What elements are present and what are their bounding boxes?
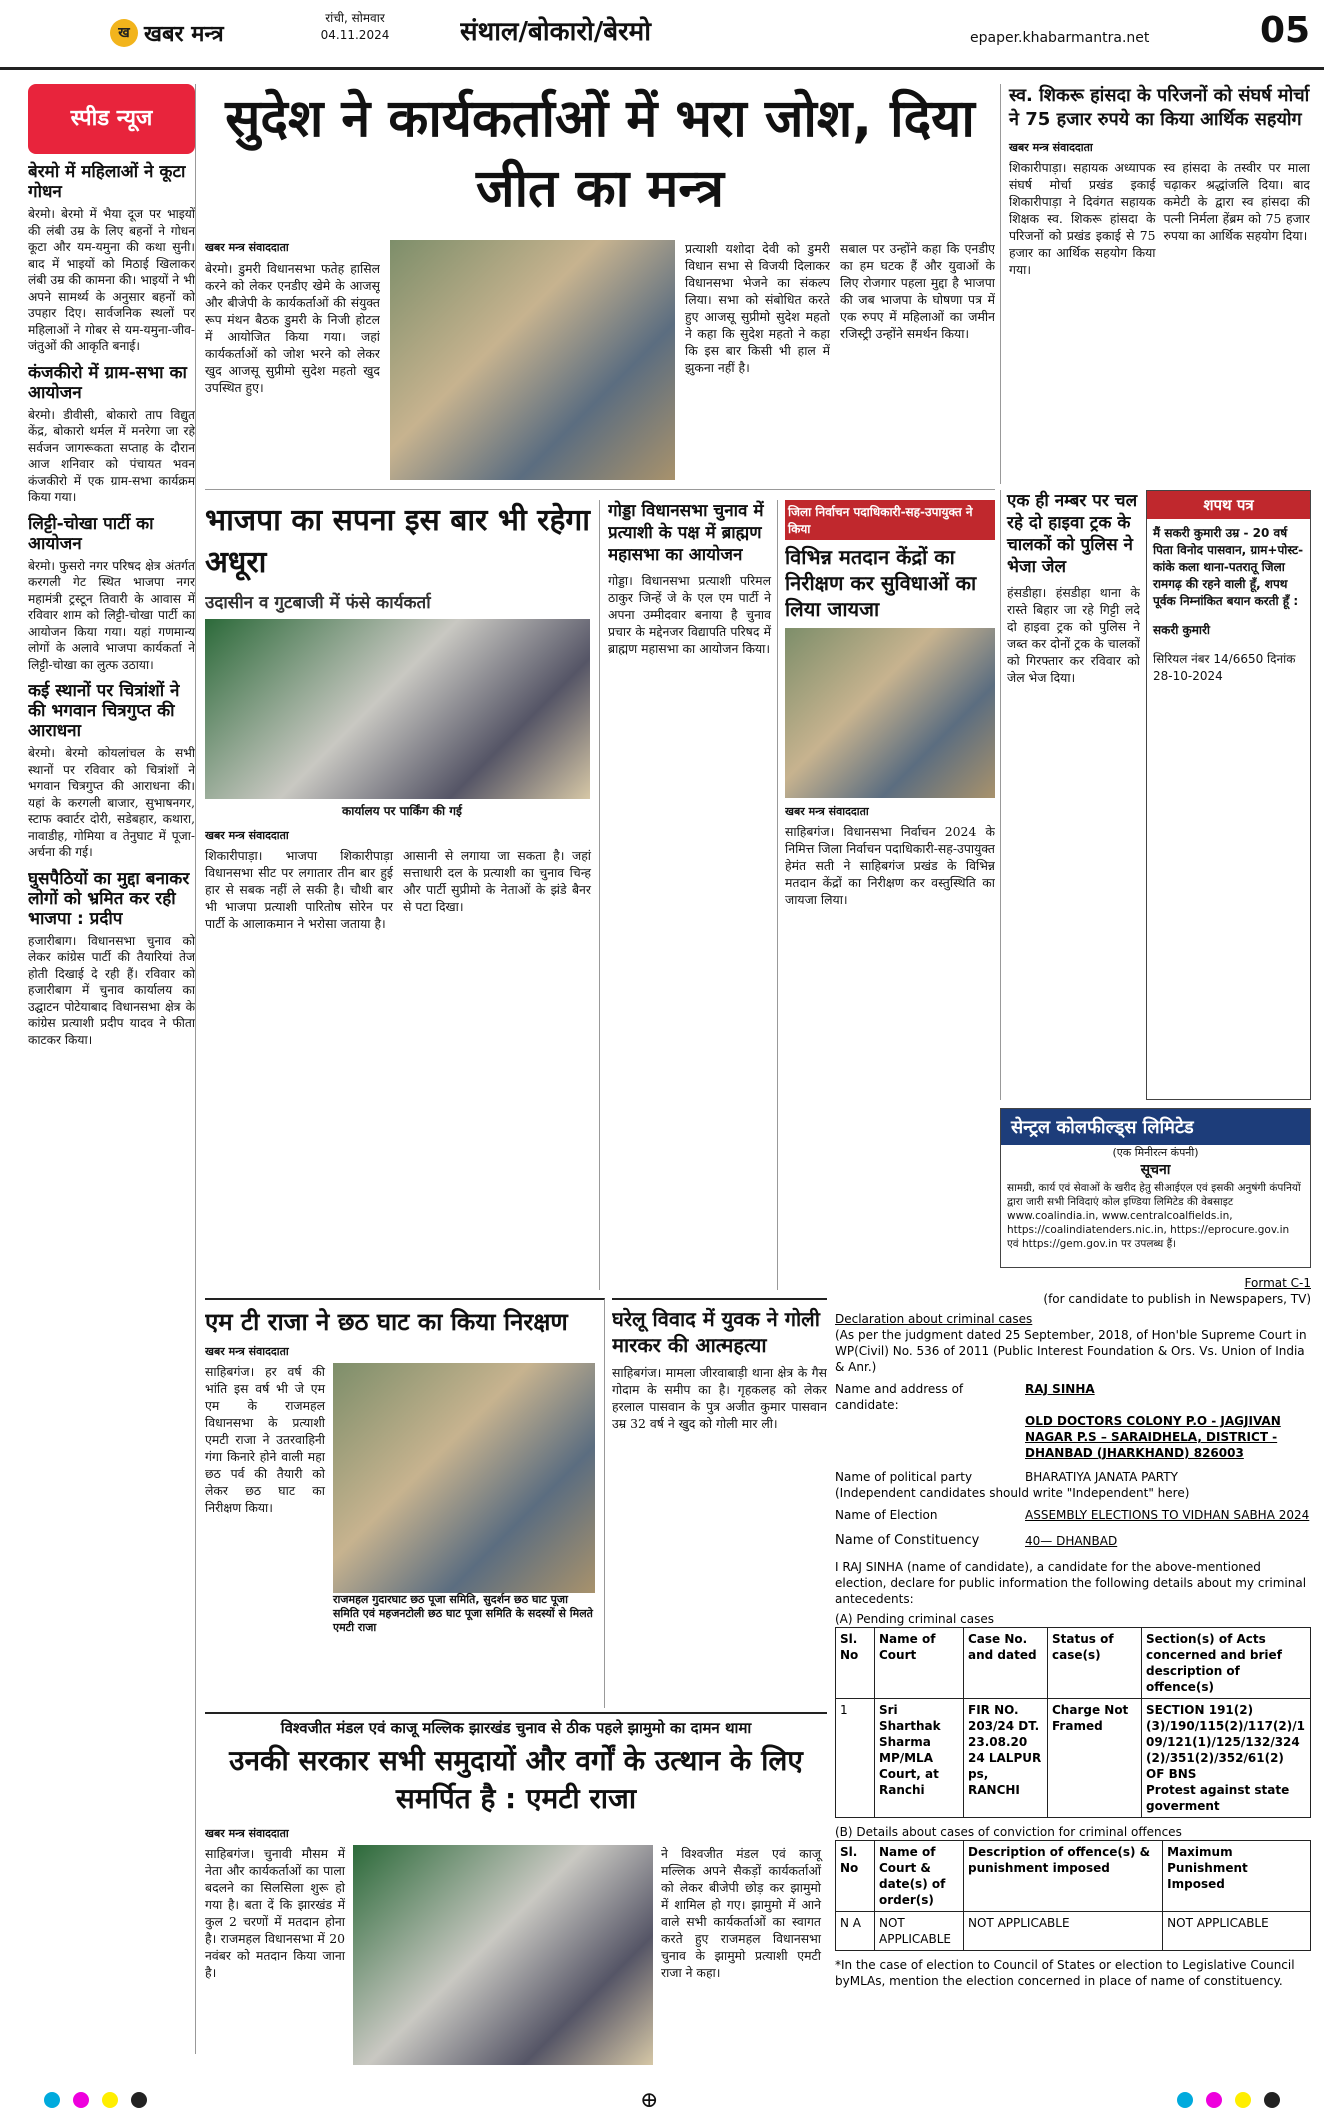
page-number: 05 bbox=[1260, 10, 1311, 51]
photo-caption: कार्यालय पर पार्किंग की गई bbox=[205, 799, 599, 822]
table-header: Sl. No bbox=[836, 1628, 875, 1699]
story-headline: विभिन्न मतदान केंद्रों का निरीक्षण कर सुविधाओं का लिया जायजा bbox=[785, 545, 977, 621]
ccl-name: सेन्ट्रल कोलफील्ड्स लिमिटेड bbox=[1001, 1109, 1310, 1145]
field-label: Name of political party bbox=[835, 1470, 973, 1484]
table-header: Section(s) of Acts concerned and brief description of offence(s) bbox=[1142, 1628, 1311, 1699]
brand-name: खबर मन्त्र bbox=[144, 22, 224, 47]
story-text: बेरमो। डुमरी विधानसभा फतेह हासिल करने को लेकर एनडीए खेमे के आजसू और बीजेपी के कार्यकर्ताओं की संयुक्त रूप मंथन बैठक डुमरी के निजी होटल में आयोजित किया गया। जहां कार्यकर्ताओं को जोश भरने को लेकर खुद आजसू सुप्रीमो सुदेश महतो खुद उपस्थित हुए। bbox=[205, 261, 380, 395]
story-text: स्व हांसदा के तस्वीर पर माला चढ़ाकर श्रद्धांजलि दिया। बाद कमेटी के द्वारा स्व हांसदा की पत्नी निर्मला हेंब्रम को 75 हजार रुपया का आर्थिक सहयोग दिया। bbox=[1163, 160, 1310, 243]
page-header bbox=[0, 0, 1324, 70]
news-title: लिट्टी-चोखा पार्टी का आयोजन bbox=[28, 513, 154, 554]
table-header-row bbox=[836, 1841, 1311, 1912]
news-item bbox=[28, 869, 195, 1049]
field-note: (Independent candidates should write "Independent" here) bbox=[835, 1486, 1190, 1500]
mt-raja-photo bbox=[333, 1363, 595, 1593]
suicide-story bbox=[612, 1298, 827, 1708]
news-item bbox=[28, 681, 195, 861]
table-header: Name of Court bbox=[875, 1628, 964, 1699]
table-cell: NOT APPLICABLE bbox=[964, 1912, 1163, 1951]
black-dot bbox=[131, 2092, 147, 2108]
table-header: Description of offence(s) & punishment imposed bbox=[964, 1841, 1163, 1912]
story-text: साहिबगंज। हर वर्ष की भांति इस वर्ष भी जे एम एम के राजमहल विधानसभा के प्रत्याशी एमटी राजा ने उतरवाहिनी गंगा किनारे होने वाली महा छठ पर्व की तैयारी को लेकर छठ घाट का निरीक्षण किया। bbox=[205, 1364, 325, 1515]
story-text: हंसडीहा। हंसडीहा थाना के रास्ते बिहार जा रहे गिट्टी लदे दो हाइवा ट्रक को पुलिस ने जब्त कर दोनों ट्रक के चालकों को गिरफ्तार कर रविवार को जेल भेज दिया। bbox=[1007, 585, 1140, 685]
magenta-dot bbox=[1206, 2092, 1222, 2108]
news-text: बेरमो। बेरमो में भैया दूज पर भाइयों की लंबी उम्र के लिए बहनों ने गोधन कूटा और यम-यमुना की कथा सुनी। बाद में भाइयों को मिठाई खिलाकर लंबी उम्र की कामना की। भाइयों ने भी अपने सामर्थ्य के अनुसार बहनों को उपहार दिए। सार्वजनिक स्थलों पर महिलाओं ने गोबर से यम-यमुना-जीव-जंतुओं की आकृति बनाई। bbox=[28, 207, 195, 353]
main-headline: सुदेश ने कार्यकर्ताओं में भरा जोश, दिया जीत का मन्त्र bbox=[225, 89, 975, 219]
bjp-story bbox=[205, 500, 600, 1290]
brand-logo bbox=[110, 18, 300, 52]
speed-news-column bbox=[28, 84, 196, 2054]
main-story-photo bbox=[390, 240, 675, 480]
table-cell: NOT APPLICABLE bbox=[1163, 1912, 1311, 1951]
form-title: Format C-1 bbox=[1244, 1276, 1311, 1290]
speed-news-tag: स्पीड न्यूज bbox=[28, 84, 195, 154]
color-dots-left bbox=[40, 2092, 151, 2112]
news-text: बेरमो। फुसरो नगर परिषद क्षेत्र अंतर्गत करगली गेट स्थित भाजपा नगर महामंत्री ट्रस्टून तिवारी के आवास में रविवार शाम को लिट्टी-चोखा पार्टी का आयोजन किया गया। यहां गणमान्य लोगों के अलावे भाजपा कार्यकर्ता ने लिट्टी-चोखा का लुत्फ उठाया। bbox=[28, 558, 195, 672]
story-headline: एक ही नम्बर पर चल रहे दो हाइवा ट्रक के चालकों को पुलिस ने भेजा जेल bbox=[1007, 491, 1138, 577]
candidate-name: RAJ SINHA bbox=[1025, 1382, 1095, 1396]
bjp-office-photo bbox=[205, 619, 590, 799]
form-subtitle: (for candidate to publish in Newspapers, TV) bbox=[1043, 1292, 1311, 1306]
story-text: सबाल पर उन्होंने कहा कि एनडीए का हम घटक हैं और युवाओं के लिए रोजगार पहला मुद्दा है भाजपा की जब भाजपा के घोषणा पत्र में एक रुपए में महिलाओं का जमीन रजिस्ट्री उन्होंने समर्थन किया। bbox=[840, 241, 995, 341]
table-header: Name of Court & date(s) of order(s) bbox=[875, 1841, 964, 1912]
oath-affidavit bbox=[1146, 490, 1311, 1100]
byline: खबर मन्त्र संवाददाता bbox=[1009, 141, 1093, 154]
election-name: ASSEMBLY ELECTIONS TO VIDHAN SABHA 2024 bbox=[1025, 1508, 1310, 1522]
table-header: Sl. No bbox=[836, 1841, 875, 1912]
inspection-photo bbox=[785, 628, 995, 798]
table-header-row bbox=[836, 1628, 1311, 1699]
bottom-story bbox=[205, 1712, 827, 2072]
yellow-dot bbox=[1235, 2092, 1251, 2108]
candidate-address: OLD DOCTORS COLONY P.O - JAGJIVAN NAGAR P.S – SARAIDHELA, DISTRICT - DHANBAD (JHARKHAND) 826003 bbox=[1025, 1414, 1281, 1460]
story-text: प्रत्याशी यशोदा देवी को डुमरी विधान सभा से विजयी दिलाकर विधानसभा भेजने का संकल्प लिया। सभा को संबोधित करते हुए आजसू सुप्रीमो सुदेश महतो ने कहा कि सुदेश महतो ने कहा कि इस बार किसी भी हाल में झुकना नहीं है। bbox=[685, 241, 830, 375]
news-item bbox=[28, 363, 195, 506]
story-headline: उनकी सरकार सभी समुदायों और वर्गों के उत्थान के लिए समर्पित है : एमटी राजा bbox=[229, 1744, 803, 1815]
dateline bbox=[310, 10, 400, 44]
oath-text: मैं सकरी कुमारी उम्र - 20 वर्ष पिता विनोद पासवान, ग्राम+पोस्ट-कांके कला थाना-पतरातू जिला रामगढ़ की रहने वाली हूँ, शपथ पूर्वक निम्नांकित बयान करती हूँ : bbox=[1153, 526, 1304, 608]
mt-raja-story bbox=[205, 1298, 605, 1708]
news-text: हजारीबाग। विधानसभा चुनाव को लेकर कांग्रेस पार्टी की तैयारियां तेज होती दिखाई दे रही हैं। रविवार को हजारीबाग में चुनाव कार्यालय का उद्घाटन पोटेयाबाद विधानसभा क्षेत्र के कांग्रेस प्रत्याशी प्रदीप यादव ने फीता काटकर किया। bbox=[28, 933, 195, 1047]
story-headline: भाजपा का सपना इस बार भी रहेगा अधूरा bbox=[205, 503, 591, 580]
story-text: ने विश्वजीत मंडल एवं काजू मल्लिक अपने सैकड़ों कार्यकर्ताओं को लेकर बीजेपी छोड़ कर झामुमो में शामिल हो गए। झामुमो में आने वाले सभी कार्यकर्ताओं का स्वागत करते हुए राजमहल विधानसभा चुनाव के झामुमो प्रत्याशी एमटी राजा ने कहा। bbox=[661, 1846, 821, 1980]
yellow-dot bbox=[102, 2092, 118, 2108]
oath-title: शपथ पत्र bbox=[1147, 491, 1310, 519]
story-text: शिकारीपाड़ा। सहायक अध्यापक संघर्ष मोर्चा प्रखंड इकाई शिकारीपाड़ा ने दिवंगत सहायक शिक्षक स्व. शिकरू हांसदा के परिजनों को प्रखंड इकाई से 75 हजार का आर्थिक सहयोग किया गया। bbox=[1009, 160, 1156, 277]
story-text: आसानी से लगाया जा सकता है। जहां सत्ताधारी दल के प्रत्याशी का चुनाव चिन्ह और पार्टी सुप्रीमो के नेताओं के झंडे बैनर से पटा दिखा। bbox=[403, 848, 591, 914]
table-caption: (B) Details about cases of conviction for criminal offences bbox=[835, 1825, 1182, 1839]
news-item bbox=[28, 162, 195, 355]
news-title: कई स्थानों पर चित्रांशों ने की भगवान चित्रगुप्त की आराधना bbox=[28, 681, 180, 741]
cyan-dot bbox=[1177, 2092, 1193, 2108]
conviction-table bbox=[835, 1840, 1311, 1951]
field-label: Name and address of candidate: bbox=[835, 1382, 964, 1412]
truck-story bbox=[1000, 490, 1140, 1100]
shikaru-story bbox=[1000, 84, 1310, 484]
news-text: बेरमो। बेरमो कोयलांचल के सभी स्थानों पर रविवार को चित्रांशों ने भगवान चित्रगुप्त की आराधना की। यहां के करगली बाजार, सुभाषनगर, स्टाफ क्वार्टर दोरी, सडेबहार, कथारा, नावाडीह, गोमिया व तेनुघाट में पूजा-अर्चना की गई। bbox=[28, 746, 195, 859]
constituency-name: 40— DHANBAD bbox=[1025, 1534, 1118, 1548]
ccl-advertisement bbox=[1000, 1108, 1311, 1268]
form-declaration-heading: Declaration about criminal cases bbox=[835, 1312, 1033, 1326]
black-dot bbox=[1264, 2092, 1280, 2108]
story-kicker: जिला निर्वाचन पदाधिकारी-सह-उपायुक्त ने किया bbox=[785, 500, 995, 540]
story-text: शिकारीपाड़ा। भाजपा शिकारीपाड़ा विधानसभा सीट पर लगातार तीन बार हुई हार से सबक नहीं ले सकी है। चौथी बार भी भाजपा प्रत्याशी पारितोष सोरेन पर पार्टी के आलाकमान ने भरोसा जताया है। bbox=[205, 848, 393, 931]
news-item bbox=[28, 514, 195, 674]
form-paragraph: (As per the judgment dated 25 September, 2018, of Hon'ble Supreme Court in WP(Civil) No. 536 of 2011 (Public Interest Foundation & Ors. Vs. Union of India & Anr.) bbox=[835, 1328, 1307, 1374]
form-c1-notice bbox=[835, 1275, 1311, 2070]
table-row bbox=[836, 1912, 1311, 1951]
city-day: रांची, सोमवार bbox=[325, 11, 385, 25]
table-header: Status of case(s) bbox=[1048, 1628, 1142, 1699]
photo-caption: राजमहल गुदारघाट छठ पूजा समिति, सुदर्शन छठ घाट पूजा समिति एवं महजनटोली छठ घाट पूजा समिति के सदस्यों से मिलते एमटी राजा bbox=[333, 1593, 595, 1635]
cyan-dot bbox=[44, 2092, 60, 2108]
byline: खबर मन्त्र संवाददाता bbox=[785, 805, 869, 818]
oath-notary: सिरियल नंबर 14/6650 दिनांक 28-10-2024 bbox=[1153, 652, 1296, 683]
section-title: संथाल/बोकारो/बेरमो bbox=[460, 17, 651, 47]
inspection-story bbox=[785, 500, 995, 1290]
pending-cases-table bbox=[835, 1627, 1311, 1818]
story-text: साहिबगंज। चुनावी मौसम में नेता और कार्यकर्ताओं का पाला बदलने का सिलसिला शुरू हो गया है। बता दें कि झारखंड में कुल 2 चरणों में मतदान होना है। राजमहल विधानसभा में 20 नवंबर को मतदान किया जाना है। bbox=[205, 1846, 345, 1980]
news-title: कंजकीरो में ग्राम-सभा का आयोजन bbox=[28, 362, 187, 403]
story-headline: घरेलू विवाद में युवक ने गोली मारकर की आत्महत्या bbox=[612, 1307, 820, 1357]
form-declaration: I RAJ SINHA (name of candidate), a candidate for the above-mentioned election, declare for public information the following details about my criminal antecedents: bbox=[835, 1560, 1307, 1606]
crosshair-icon: ⊕ bbox=[640, 2088, 659, 2113]
ccl-text: सामग्री, कार्य एवं सेवाओं के खरीद हेतु सीआईएल एवं इसकी अनुषंगी कंपनियों द्वारा जारी सभी निविदाएं कोल इण्डिया लिमिटेड की वेबसाइट www.coalindia.in, www.centralcoalfields.in, https://coalindiatenders.nic.in, https://eprocure.gov.in एवं https://gem.gov.in पर उपलब्ध हैं। bbox=[1007, 1182, 1301, 1250]
ccl-sub: (एक मिनीरत्न कंपनी) bbox=[1112, 1146, 1199, 1159]
table-cell: 1 bbox=[836, 1699, 875, 1818]
oath-sign: सकरी कुमारी bbox=[1153, 623, 1211, 637]
story-headline: स्व. शिकरू हांसदा के परिजनों को संघर्ष मोर्चा ने 75 हजार रुपये का किया आर्थिक सहयोग bbox=[1009, 85, 1310, 130]
form-footnote: *In the case of election to Council of States or election to Legislative Council byMLAs, mention the election concerned in place of name of constituency. bbox=[835, 1958, 1295, 1988]
story-headline: गोड्डा विधानसभा चुनाव में प्रत्याशी के पक्ष में ब्राह्मण महासभा का आयोजन bbox=[608, 501, 764, 565]
table-header: Case No. and dated bbox=[964, 1628, 1048, 1699]
color-dots-right bbox=[1173, 2092, 1284, 2112]
byline: खबर मन्त्र संवाददाता bbox=[205, 1827, 289, 1840]
epaper-url[interactable]: epaper.khabarmantra.net bbox=[970, 30, 1150, 46]
story-subheadline: उदासीन व गुटबाजी में फंसे कार्यकर्ता bbox=[205, 593, 431, 613]
table-cell: N A bbox=[836, 1912, 875, 1951]
magenta-dot bbox=[73, 2092, 89, 2108]
table-cell: NOT APPLICABLE bbox=[875, 1912, 964, 1951]
story-text: साहिबगंज। मामला जीरवाबाड़ी थाना क्षेत्र के गैस गोदाम के समीप का है। गृहकलह को लेकर हरलाल पासवान के पुत्र अजीत कुमार पासवान उम्र 32 वर्ष ने खुद को गोली मार ली। bbox=[612, 1365, 827, 1431]
print-registration-marks bbox=[0, 2078, 1324, 2125]
field-label: Name of Constituency bbox=[835, 1533, 980, 1548]
logo-icon: ख bbox=[110, 19, 138, 47]
byline: खबर मन्त्र संवाददाता bbox=[205, 1345, 289, 1358]
table-cell: SECTION 191(2)(3)/190/115(2)/117(2)/1 09/121(1)/125/132/324 (2)/351(2)/352/61(2) OF BNS Protest against state goverment bbox=[1142, 1699, 1311, 1818]
table-cell: FIR NO. 203/24 DT. 23.08.20 24 LALPUR ps, RANCHI bbox=[964, 1699, 1048, 1818]
story-text: गोड्डा। विधानसभा प्रत्याशी परिमल ठाकुर जिन्हें जे के एल एम पार्टी ने अपना उम्मीदवार बनाया है चुनाव प्रचार के मद्देनजर विद्यापति परिषद में ब्राह्मण महासभा का आयोजन किया। bbox=[608, 573, 771, 656]
bottom-photo bbox=[353, 1845, 653, 2065]
issue-date: 04.11.2024 bbox=[320, 28, 390, 42]
godda-story bbox=[608, 500, 778, 1290]
table-header: Maximum Punishment Imposed bbox=[1163, 1841, 1311, 1912]
field-label: Name of Election bbox=[835, 1508, 938, 1522]
news-text: बेरमो। डीवीसी, बोकारो ताप विद्युत केंद्र, बोकारो थर्मल में मनरेगा जा रहे सर्वजन जागरूकता सप्ताह के दौरान आज शनिवार को पंचायत भवन कंजकीरो में एक ग्राम-सभा कार्यक्रम किया गया। bbox=[28, 407, 195, 504]
byline: खबर मन्त्र संवाददाता bbox=[205, 241, 289, 254]
byline: खबर मन्त्र संवाददाता bbox=[205, 829, 289, 842]
news-title: बेरमो में महिलाओं ने कूटा गोधन bbox=[28, 162, 186, 202]
table-cell: Sri Sharthak Sharma MP/MLA Court, at Ranchi bbox=[875, 1699, 964, 1818]
table-caption: (A) Pending criminal cases bbox=[835, 1612, 995, 1626]
main-story bbox=[205, 240, 995, 490]
news-title: घुसपैठियों का मुद्दा बनाकर लोगों को भ्रमित कर रही भाजपा : प्रदीप bbox=[28, 868, 190, 929]
story-kicker: विश्वजीत मंडल एवं काजू मल्लिक झारखंड चुनाव से ठीक पहले झामुमो का दामन थामा bbox=[280, 1719, 752, 1737]
party-name: BHARATIYA JANATA PARTY bbox=[1025, 1470, 1178, 1484]
story-text: साहिबगंज। विधानसभा निर्वाचन 2024 के निमित्त जिला निर्वाचन पदाधिकारी-सह-उपायुक्त हेमंत सती ने साहिबगंज प्रखंड के विभिन्न मतदान केंद्रों का निरीक्षण कर वस्तुस्थिति का जायजा लिया। bbox=[785, 824, 995, 907]
ccl-notice: सूचना bbox=[1140, 1162, 1171, 1178]
table-cell: Charge Not Framed bbox=[1048, 1699, 1142, 1818]
story-headline: एम टी राजा ने छठ घाट का किया निरक्षण bbox=[205, 1308, 568, 1336]
table-row bbox=[836, 1699, 1311, 1818]
